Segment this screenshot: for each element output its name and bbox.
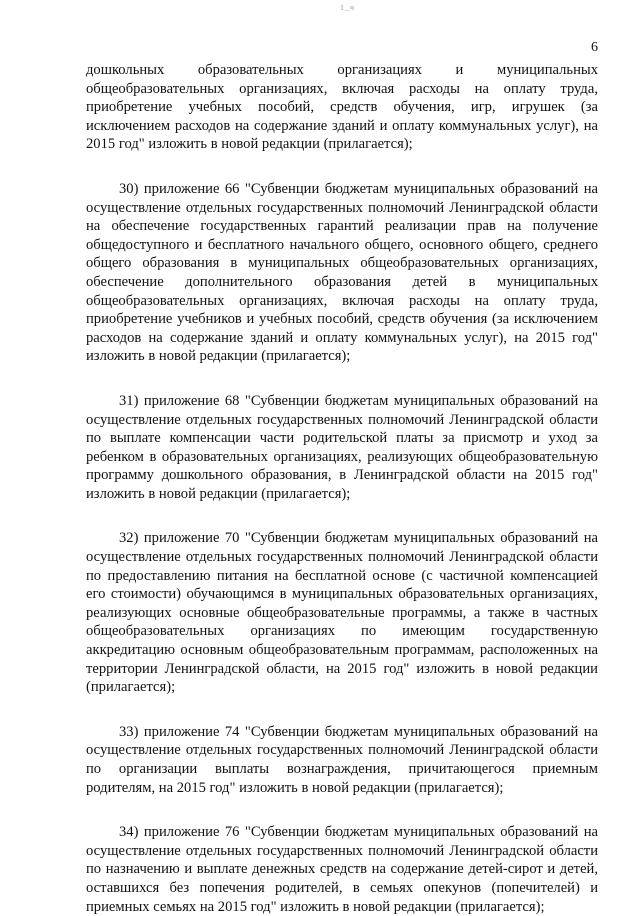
paragraph-item-32: 32) приложение 70 "Субвенции бюджетам муниципальных образований на осуществление отдельных государственных полномочий Ленинградской области по предоставлению питания на бесплатной основе (с частичной компенсацией его стоимости) обучающимся в муниципальных образовательных организациях, реализующих основные общеобразовательные программы, а также в частных общеобразовательных организациях по имеющим государственную аккредитацию основным общеобразовательным программам, расположенных на территории Ленинградской области, на 2015 год" изложить в новой редакции (прилагается);	[86, 530, 598, 696]
paragraph-item-31: 31) приложение 68 "Субвенции бюджетам муниципальных образований на осуществление отдельных государственных полномочий Ленинградской области по выплате компенсации части родительской платы за присмотр и уход за ребенком в образовательных организациях, реализующих общеобразовательную программу дошкольного образования, в Ленинградской области на 2015 год" изложить в новой редакции (прилагается);	[86, 392, 598, 502]
paragraph-continuation: дошкольных образовательных организациях и муниципальных общеобразовательных организациях, включая расходы на оплату труда, приобретение учебных пособий, средств обучения, игр, игрушек (за исключением расходов на содержание зданий и оплату коммунальных услуг), на 2015 год" изложить в новой редакции (прилагается);	[86, 62, 598, 153]
document-body	[86, 61, 598, 916]
paragraph-item-34: 34) приложение 76 "Субвенции бюджетам муниципальных образований на осуществление отдельных государственных полномочий Ленинградской области по назначению и выплате денежных средств на содержание детей-сирот и детей, оставшихся без попечения родителей, в семьях опекунов (попечителей) и приемных семьях на 2015 год" изложить в новой редакции (прилагается);	[86, 824, 598, 915]
scan-mark: 1_ч	[340, 3, 356, 12]
paragraph-item-30: 30) приложение 66 "Субвенции бюджетам муниципальных образований на осуществление отдельных государственных полномочий Ленинградской области на обеспечение государственных гарантий реализации прав на получение общедоступного и бесплатного начального общего, основного общего, среднего общего образования в муниципальных общеобразовательных организациях, обеспечение дополнительного образования детей в муниципальных общеобразовательных организациях, включая расходы на оплату труда, приобретение учебников и учебных пособий, средств обучения (за исключением расходов на содержание зданий и оплату коммунальных услуг), на 2015 год" изложить в новой редакции (прилагается);	[86, 180, 598, 365]
paragraph-item-33: 33) приложение 74 "Субвенции бюджетам муниципальных образований на осуществление отдельных государственных полномочий Ленинградской области по организации выплаты вознаграждения, причитающегося приемным родителям, на 2015 год" изложить в новой редакции (прилагается);	[86, 723, 598, 796]
page-number: 6	[591, 40, 598, 55]
